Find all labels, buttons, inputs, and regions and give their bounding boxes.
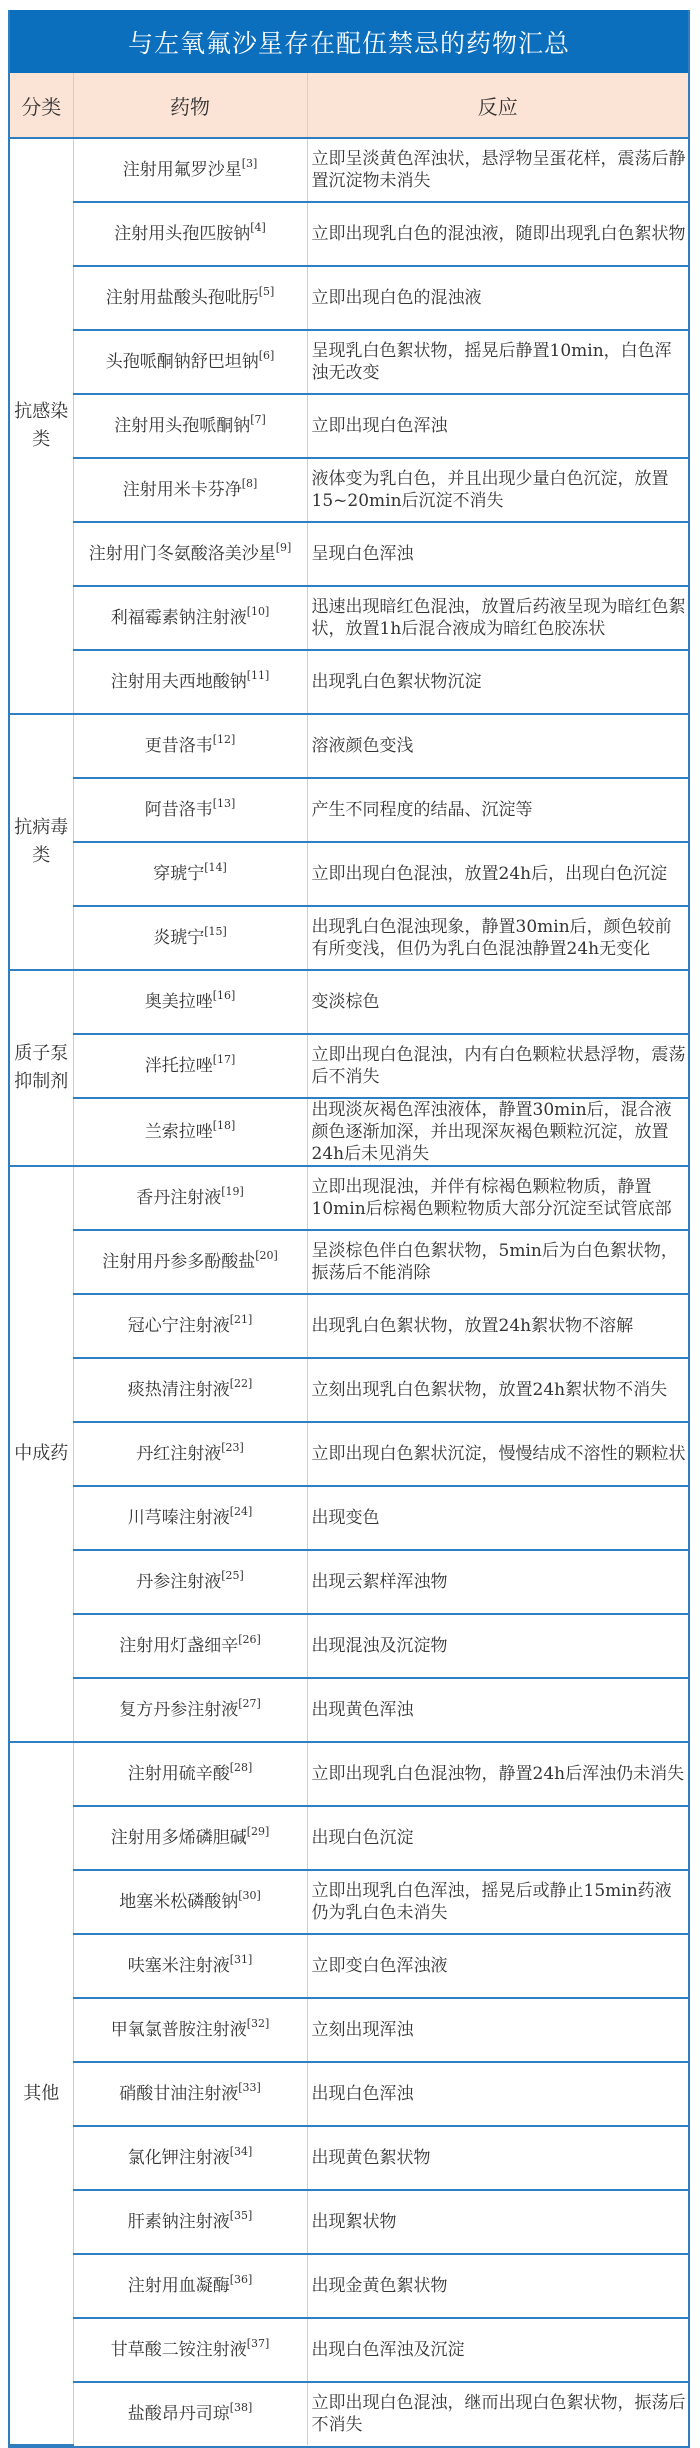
incompatibility-table (10, 73, 688, 2446)
drug-cell (73, 1806, 307, 1870)
drug-name: 奥美拉唑 (144, 992, 213, 1012)
reaction-cell: 出现淡灰褐色浑浊液体，静置30min后，混合液颜色逐渐加深，并出现深灰褐色颗粒沉淀，放置24h后未见消失 (307, 1098, 688, 1166)
drug-name: 丹红注射液 (136, 1444, 222, 1464)
reference-citation: [27] (238, 1697, 261, 1710)
drug-name: 硝酸甘油注射液 (119, 2084, 239, 2104)
category-cell: 抗感染类 (10, 138, 73, 714)
drug-name: 利福霉素钠注射液 (110, 608, 247, 628)
drug-cell (73, 1742, 307, 1806)
table-title: 与左氧氟沙星存在配伍禁忌的药物汇总 (10, 10, 688, 73)
table-row (10, 394, 688, 458)
drug-cell (73, 1358, 307, 1422)
reaction-cell: 立即出现白色混浊，内有白色颗粒状悬浮物，震荡后不消失 (307, 1034, 688, 1098)
table-row (10, 1422, 688, 1486)
drug-cell (73, 714, 307, 778)
drug-name: 注射用丹参多酚酸盐 (102, 1252, 256, 1272)
reference-citation: [22] (229, 1377, 253, 1390)
table-row (10, 2126, 688, 2190)
reaction-cell: 立即出现白色混浊，继而出现白色絮状物，振荡后不消失 (307, 2382, 688, 2445)
drug-cell (73, 202, 307, 266)
reference-citation: [30] (238, 1889, 261, 1902)
drug-name: 注射用门冬氨酸洛美沙星 (88, 544, 276, 564)
drug-name: 盐酸昂丹司琼 (127, 2404, 230, 2424)
reaction-cell: 立即出现乳白色的混浊液，随即出现乳白色絮状物 (307, 202, 688, 266)
drug-cell (73, 1486, 307, 1550)
drug-name: 注射用灯盏细辛 (119, 1636, 239, 1656)
drug-name: 注射用盐酸头孢吡肟 (105, 288, 259, 308)
reaction-cell: 出现乳白色絮状物，放置24h絮状物不溶解 (307, 1294, 688, 1358)
table-row (10, 650, 688, 714)
reaction-cell: 出现黄色浑浊 (307, 1678, 688, 1742)
reference-citation: [23] (221, 1441, 244, 1454)
reaction-cell: 液体变为乳白色，并且出现少量白色沉淀，放置15~20min后沉淀不消失 (307, 458, 688, 522)
drug-cell (73, 970, 307, 1034)
reaction-cell: 出现混浊及沉淀物 (307, 1614, 688, 1678)
drug-cell (73, 138, 307, 202)
reaction-cell: 出现金黄色絮状物 (307, 2254, 688, 2318)
table-row (10, 1230, 688, 1294)
drug-cell (73, 1614, 307, 1678)
table-row (10, 202, 688, 266)
drug-cell (73, 1678, 307, 1742)
table-row (10, 1742, 688, 1806)
table-row (10, 1166, 688, 1230)
reaction-cell: 溶液颜色变浅 (307, 714, 688, 778)
drug-name: 注射用头孢哌酮钠 (114, 416, 251, 436)
drug-name: 甲氧氯普胺注射液 (110, 2020, 247, 2040)
reference-citation: [6] (258, 349, 275, 362)
reaction-cell: 变淡棕色 (307, 970, 688, 1034)
reference-citation: [29] (246, 1825, 270, 1838)
incompatibility-table-card (8, 10, 690, 2448)
drug-name: 注射用米卡芬净 (122, 480, 242, 500)
table-row (10, 2062, 688, 2126)
drug-cell (73, 586, 307, 650)
drug-cell (73, 2062, 307, 2126)
table-row (10, 1678, 688, 1742)
reaction-cell: 立即变白色浑浊液 (307, 1934, 688, 1998)
drug-name: 注射用头孢匹胺钠 (114, 224, 251, 244)
reaction-cell: 立即出现乳白色浑浊，摇晃后或静止15min药液仍为乳白色未消失 (307, 1870, 688, 1934)
drug-name: 注射用夫西地酸钠 (110, 672, 247, 692)
drug-cell (73, 1870, 307, 1934)
reaction-cell: 出现白色浑浊 (307, 2062, 688, 2126)
reaction-cell: 出现云絮样浑浊物 (307, 1550, 688, 1614)
reaction-cell: 出现乳白色絮状物沉淀 (307, 650, 688, 714)
drug-cell (73, 842, 307, 906)
drug-cell (73, 1034, 307, 1098)
drug-name: 更昔洛韦 (144, 736, 213, 756)
reference-citation: [25] (221, 1569, 244, 1582)
drug-cell (73, 778, 307, 842)
reaction-cell: 立即出现白色的混浊液 (307, 266, 688, 330)
reference-citation: [13] (212, 797, 236, 810)
reference-citation: [15] (204, 925, 227, 938)
reference-citation: [20] (255, 1249, 278, 1262)
drug-name: 肝素钠注射液 (127, 2212, 230, 2232)
reference-citation: [34] (229, 2145, 253, 2158)
drug-name: 氯化钾注射液 (127, 2148, 230, 2168)
category-cell: 质子泵抑制剂 (10, 970, 73, 1166)
reference-citation: [4] (250, 221, 266, 234)
drug-cell (73, 522, 307, 586)
table-row (10, 1486, 688, 1550)
drug-cell (73, 394, 307, 458)
table-row (10, 714, 688, 778)
reference-citation: [21] (229, 1313, 253, 1326)
reference-citation: [18] (212, 1119, 236, 1132)
reference-citation: [36] (229, 2273, 253, 2286)
table-row (10, 2382, 688, 2445)
reaction-cell: 呈现乳白色絮状物，摇晃后静置10min，白色浑浊无改变 (307, 330, 688, 394)
reference-citation: [7] (250, 413, 266, 426)
table-row (10, 1870, 688, 1934)
drug-cell (73, 1230, 307, 1294)
reference-citation: [26] (238, 1633, 261, 1646)
reaction-cell: 立即出现乳白色混浊物，静置24h后浑浊仍未消失 (307, 1742, 688, 1806)
table-row (10, 138, 688, 202)
drug-name: 注射用硫辛酸 (127, 1764, 230, 1784)
drug-cell (73, 330, 307, 394)
drug-cell (73, 2190, 307, 2254)
table-row (10, 1034, 688, 1098)
table-row (10, 586, 688, 650)
reaction-cell: 呈现白色浑浊 (307, 522, 688, 586)
reference-citation: [35] (229, 2209, 253, 2222)
drug-name: 复方丹参注射液 (119, 1700, 239, 1720)
table-row (10, 1294, 688, 1358)
header-row (10, 73, 688, 138)
reaction-cell: 迅速出现暗红色混浊，放置后药液呈现为暗红色絮状，放置1h后混合液成为暗红色胶冻状 (307, 586, 688, 650)
drug-name: 穿琥宁 (153, 864, 205, 884)
table-row (10, 266, 688, 330)
drug-cell (73, 266, 307, 330)
table-row (10, 970, 688, 1034)
reference-citation: [28] (229, 1761, 253, 1774)
category-cell: 中成药 (10, 1166, 73, 1742)
drug-name: 头孢哌酮钠舒巴坦钠 (105, 352, 259, 372)
reference-citation: [16] (212, 989, 236, 1002)
reaction-cell: 出现絮状物 (307, 2190, 688, 2254)
reference-citation: [24] (229, 1505, 253, 1518)
reference-citation: [5] (258, 285, 275, 298)
drug-name: 注射用多烯磷胆碱 (110, 1828, 247, 1848)
drug-cell (73, 1934, 307, 1998)
table-row (10, 842, 688, 906)
table-row (10, 1358, 688, 1422)
drug-cell (73, 2382, 307, 2445)
reference-citation: [9] (275, 541, 292, 554)
category-cell: 抗病毒类 (10, 714, 73, 970)
drug-cell (73, 906, 307, 970)
drug-cell (73, 2126, 307, 2190)
table-row (10, 1806, 688, 1870)
table-row (10, 522, 688, 586)
drug-name: 痰热清注射液 (127, 1380, 230, 1400)
reference-citation: [11] (246, 669, 270, 682)
reaction-cell: 立刻出现浑浊 (307, 1998, 688, 2062)
reaction-cell: 出现白色沉淀 (307, 1806, 688, 1870)
drug-name: 川芎嗪注射液 (127, 1508, 230, 1528)
table-row (10, 2254, 688, 2318)
reaction-cell: 出现白色浑浊及沉淀 (307, 2318, 688, 2382)
drug-cell (73, 1294, 307, 1358)
header-reaction: 反应 (307, 73, 688, 138)
drug-name: 冠心宁注射液 (127, 1316, 230, 1336)
reference-citation: [3] (241, 157, 258, 170)
drug-cell (73, 1550, 307, 1614)
reference-citation: [17] (212, 1053, 236, 1066)
reference-citation: [10] (246, 605, 270, 618)
drug-name: 呋塞米注射液 (127, 1956, 230, 1976)
reference-citation: [12] (212, 733, 236, 746)
drug-cell (73, 1998, 307, 2062)
reference-citation: [14] (204, 861, 227, 874)
reaction-cell: 产生不同程度的结晶、沉淀等 (307, 778, 688, 842)
table-row (10, 458, 688, 522)
drug-name: 甘草酸二铵注射液 (110, 2340, 247, 2360)
reference-citation: [33] (238, 2081, 261, 2094)
reaction-cell: 立即出现白色浑浊 (307, 394, 688, 458)
table-row (10, 1098, 688, 1166)
drug-name: 丹参注射液 (136, 1572, 222, 1592)
reaction-cell: 立即出现白色絮状沉淀，慢慢结成不溶性的颗粒状 (307, 1422, 688, 1486)
reference-citation: [8] (241, 477, 258, 490)
drug-cell (73, 458, 307, 522)
header-drug: 药物 (73, 73, 307, 138)
table-row (10, 1998, 688, 2062)
table-row (10, 330, 688, 394)
drug-cell (73, 2254, 307, 2318)
table-row (10, 1934, 688, 1998)
drug-name: 注射用氟罗沙星 (122, 160, 242, 180)
reference-citation: [37] (246, 2337, 270, 2350)
reference-citation: [31] (229, 1953, 253, 1966)
reference-citation: [19] (221, 1185, 244, 1198)
reaction-cell: 立即呈淡黄色浑浊状，悬浮物呈蛋花样，震荡后静置沉淀物未消失 (307, 138, 688, 202)
reaction-cell: 呈淡棕色伴白色絮状物，5min后为白色絮状物，振荡后不能消除 (307, 1230, 688, 1294)
reaction-cell: 立刻出现乳白色絮状物，放置24h絮状物不消失 (307, 1358, 688, 1422)
drug-cell (73, 1166, 307, 1230)
reaction-cell: 出现乳白色混浊现象，静置30min后，颜色较前有所变浅，但仍为乳白色混浊静置24h无变化 (307, 906, 688, 970)
drug-name: 香丹注射液 (136, 1188, 222, 1208)
reference-citation: [32] (246, 2017, 270, 2030)
table-row (10, 778, 688, 842)
drug-cell (73, 1098, 307, 1166)
reaction-cell: 立即出现白色混浊，放置24h后，出现白色沉淀 (307, 842, 688, 906)
reaction-cell: 立即出现混浊，并伴有棕褐色颗粒物质，静置10min后棕褐色颗粒物质大部分沉淀至试管底部 (307, 1166, 688, 1230)
table-row (10, 1614, 688, 1678)
drug-name: 注射用血凝酶 (127, 2276, 230, 2296)
table-row (10, 906, 688, 970)
reference-citation: [38] (229, 2401, 253, 2414)
table-row (10, 2190, 688, 2254)
drug-name: 阿昔洛韦 (144, 800, 213, 820)
drug-name: 炎琥宁 (153, 928, 205, 948)
drug-name: 地塞米松磷酸钠 (119, 1892, 239, 1912)
category-cell: 其他 (10, 1742, 73, 2445)
table-row (10, 1550, 688, 1614)
drug-cell (73, 1422, 307, 1486)
table-body (10, 138, 688, 2445)
header-category: 分类 (10, 73, 73, 138)
drug-name: 兰索拉唑 (144, 1122, 213, 1142)
drug-name: 泮托拉唑 (144, 1056, 213, 1076)
reaction-cell: 出现变色 (307, 1486, 688, 1550)
table-row (10, 2318, 688, 2382)
drug-cell (73, 650, 307, 714)
drug-cell (73, 2318, 307, 2382)
reaction-cell: 出现黄色絮状物 (307, 2126, 688, 2190)
